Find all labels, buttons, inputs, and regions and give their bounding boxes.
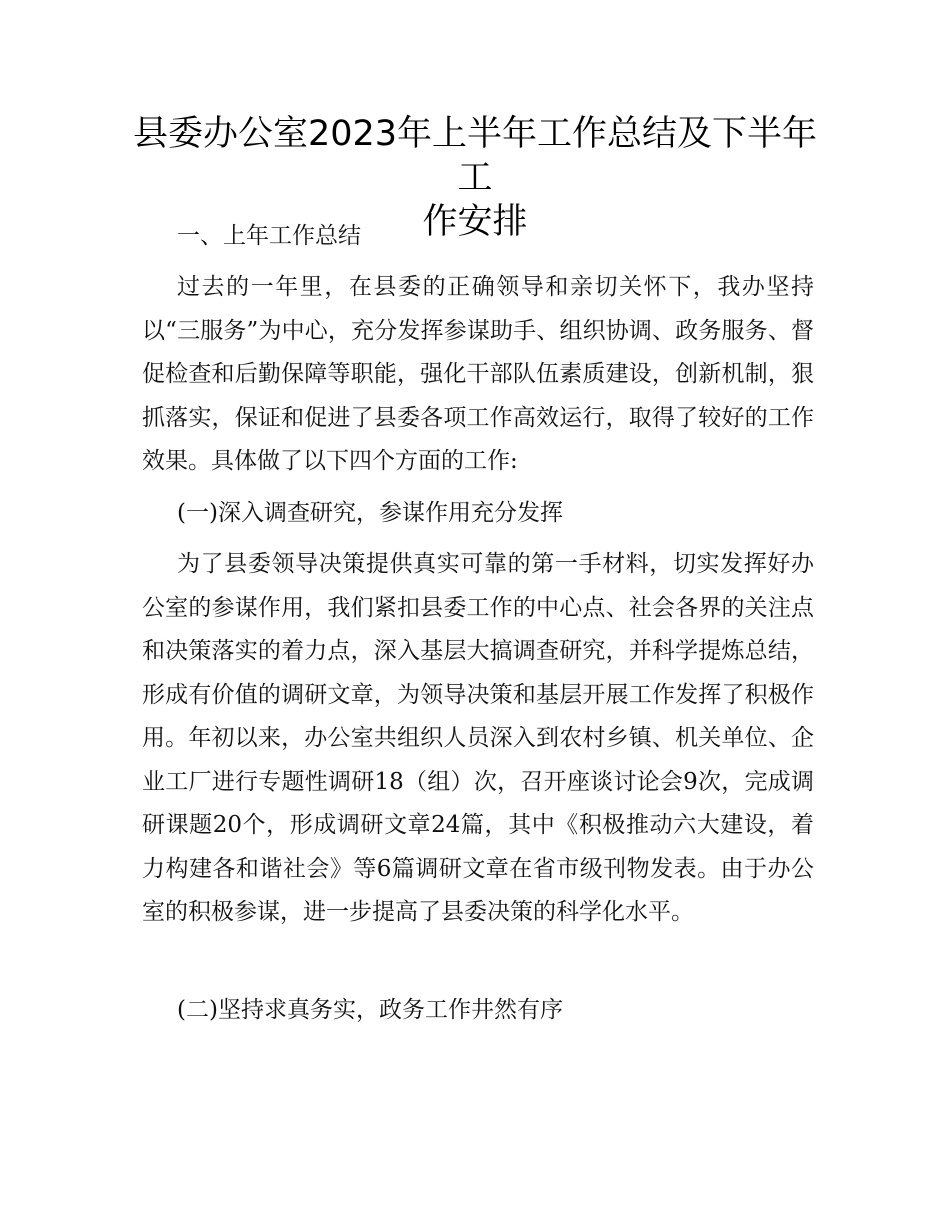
research-paragraph: 为了县委领导决策提供真实可靠的第一手材料，切实发挥好办公室的参谋作用，我们紧扣县委工作的中心点、社会各界的关注点和决策落实的着力点，深入基层大搞调查研究，并科学提炼总结，形成有价值的调研文章，为领导决策和基层开展工作发挥了积极作用。年初以来，办公室共组织人员深入到农村乡镇、机关单位、企业工厂进行专题性调研18（组）次，召开座谈讨论会9次，完成调研课题20个，形成调研文章24篇，其中《积极推动六大建设，着力构建各和谐社会》等6篇调研文章在省市级刊物发表。由于办公室的积极参谋，进一步提高了县委决策的科学化水平。 <box>142 551 814 925</box>
intro-paragraph: 过去的一年里，在县委的正确领导和亲切关怀下，我办坚持以“三服务”为中心，充分发挥参谋助手、组织协调、政务服务、督促检查和后勤保障等职能，强化干部队伍素质建设，创新机制，狠抓落实，保证和促进了县委各项工作高效运行，取得了较好的工作效果。具体做了以下四个方面的工作: <box>142 274 814 474</box>
section-heading-summary: 一、上年工作总结 <box>177 223 361 249</box>
title-line-2: 作安排 <box>422 202 528 242</box>
title-line-1: 县委办公室2023年上半年工作总结及下半年工 <box>132 114 818 198</box>
subheading-government-affairs: (二)坚持求真务实，政务工作井然有序 <box>177 997 563 1023</box>
subheading-research: (一)深入调查研究，参谋作用充分发挥 <box>177 500 563 526</box>
